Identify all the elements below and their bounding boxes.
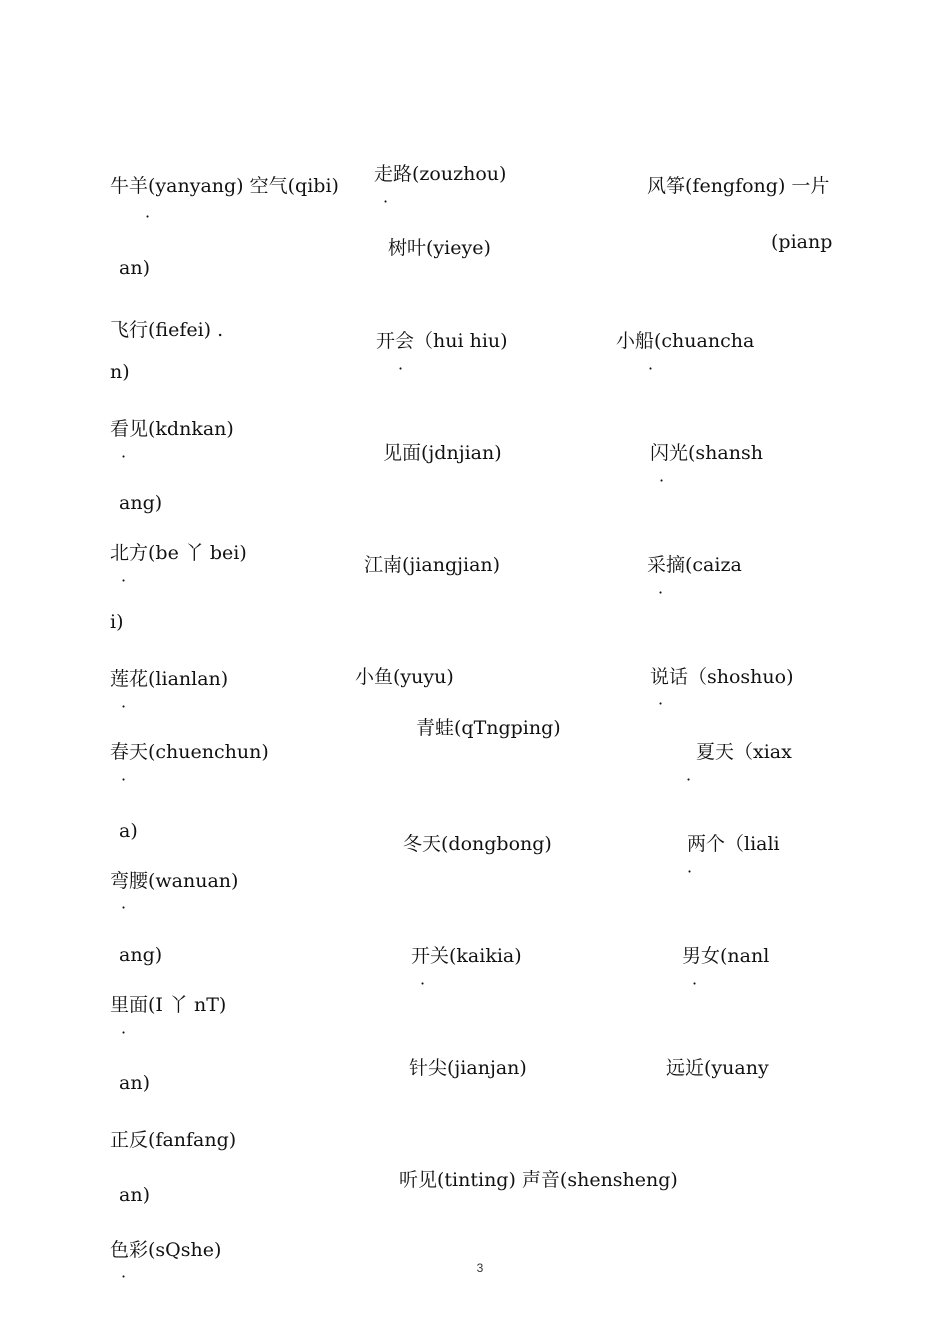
tone-dot [658, 599, 664, 605]
tone-dot [659, 487, 665, 493]
word-entry: 牛羊(yanyang) 空气(qibi) [110, 175, 339, 197]
word-entry-continuation: n) [110, 361, 130, 383]
word-entry: 男女(nanl [682, 945, 770, 967]
word-entry-continuation: an) [119, 1184, 150, 1206]
tone-dot [648, 375, 654, 381]
tone-dot [686, 786, 692, 792]
word-entry: 正反(fanfang) [110, 1129, 237, 1151]
word-entry: 莲花(lianlan) [110, 668, 229, 690]
word-entry-continuation: a) [119, 820, 138, 842]
word-entry: 走路(zouzhou) [374, 163, 507, 185]
tone-dot [145, 223, 151, 229]
word-entry: 冬天(dongbong) [403, 833, 552, 855]
tone-dot [121, 914, 127, 920]
word-entry: 开会（hui hiu) [376, 330, 508, 352]
word-entry: 里面(I 丫 nT) [110, 994, 227, 1016]
word-entry: 春天(chuenchun) [110, 741, 269, 763]
tone-dot [692, 990, 698, 996]
word-entry: 针尖(jianjan) [409, 1057, 527, 1079]
word-entry: 色彩(sQshe) [110, 1239, 222, 1261]
tone-dot [121, 1283, 127, 1289]
word-entry: 两个（liali [687, 833, 780, 855]
tone-dot [687, 878, 693, 884]
word-entry: 采摘(caiza [647, 554, 742, 576]
word-entry: 小鱼(yuyu) [355, 666, 454, 688]
word-entry: 北方(be 丫 bei) [110, 542, 247, 564]
word-entry: 树叶(yieye) [388, 237, 491, 259]
word-entry-continuation: an) [119, 1072, 150, 1094]
tone-dot [121, 1039, 127, 1045]
tone-dot [121, 786, 127, 792]
tone-dot [383, 208, 389, 214]
word-entry-continuation: (pianp [771, 231, 833, 253]
word-entry: 江南(jiangjian) [364, 554, 501, 576]
word-entry-continuation: an) [119, 257, 150, 279]
word-entry: 开关(kaikia) [411, 945, 522, 967]
word-entry: 说话（shoshuo) [650, 666, 794, 688]
page-number: 3 [476, 1261, 484, 1275]
word-entry: 青蛙(qTngping) [416, 717, 561, 739]
word-entry: 飞行(fiefei) . [110, 319, 224, 341]
word-entry: 夏天（xiax [696, 741, 792, 763]
word-entry-continuation: i) [110, 611, 124, 633]
tone-dot [658, 710, 664, 716]
word-entry: 小船(chuancha [616, 330, 755, 352]
word-entry: 看见(kdnkan) [110, 418, 234, 440]
word-entry: 弯腰(wanuan) [110, 870, 239, 892]
tone-dot [398, 375, 404, 381]
tone-dot [420, 990, 426, 996]
word-entry: 远近(yuany [666, 1057, 769, 1079]
word-entry: 风筝(fengfong) 一片 [647, 175, 830, 197]
word-entry: 听见(tinting) 声音(shensheng) [399, 1169, 678, 1191]
word-entry: 见面(jdnjian) [383, 442, 502, 464]
word-entry-continuation: ang) [119, 944, 163, 966]
tone-dot [121, 587, 127, 593]
word-entry-continuation: ang) [119, 492, 163, 514]
tone-dot [121, 713, 127, 719]
tone-dot [121, 463, 127, 469]
word-entry: 闪光(shansh [650, 442, 763, 464]
